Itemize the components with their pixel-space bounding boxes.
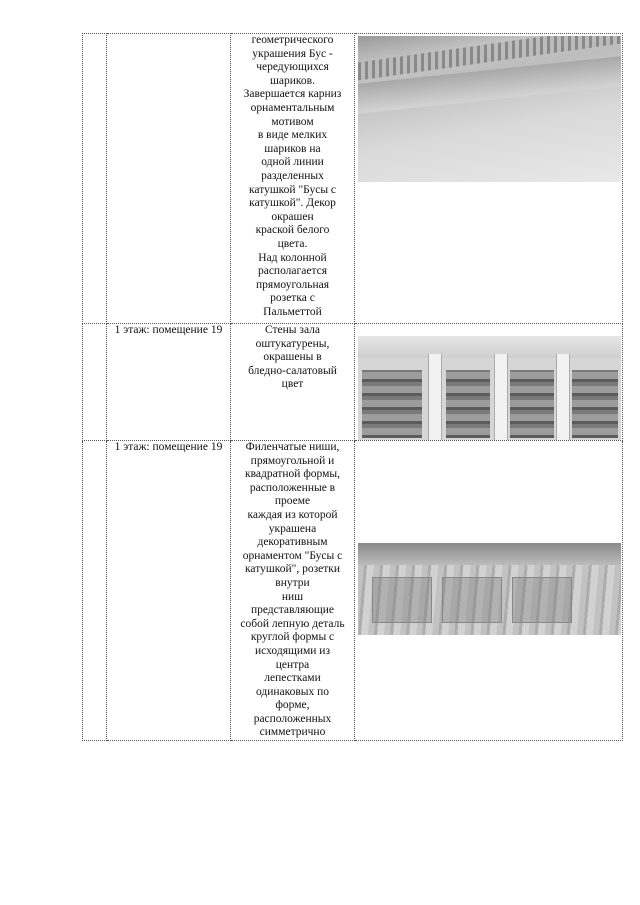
niche-panel [512,577,572,623]
description-cell [231,34,355,324]
niche-photo [358,543,621,635]
number-cell [83,324,107,441]
description-line: проеме [274,495,311,508]
bookshelf [362,370,422,438]
description-line: орнаментальным [250,101,335,114]
description-line: бледно-салатовый [248,364,337,377]
photo-cell [355,34,623,324]
description-line: мотивом [271,115,314,128]
description-line: каждая из которой [247,508,338,521]
description-line: собой лепную деталь [240,617,345,630]
location-cell: 1 этаж: помещение 19 [107,324,231,441]
description-line: цвет [281,378,304,391]
table-row [83,324,623,441]
table-row [83,34,623,324]
description-line: Завершается карниз [243,88,342,101]
description-cell [231,441,355,741]
description-line: Стены зала [265,324,320,336]
column [428,354,442,440]
description-line: украшения Бус - [252,47,333,60]
table-row [83,441,623,741]
description-line: прямоугольная [255,278,330,291]
photo-cell [355,324,623,441]
description-line: представляющие [250,604,335,617]
description-line: Пальметтой [263,305,322,318]
bookshelf [510,370,554,438]
description-line: одной линии [261,156,324,169]
description-line: круглой формы с [250,631,335,644]
description-line: лепестками [264,672,321,685]
description-line: внутри [275,576,310,589]
description-line: катушкой". Декор [249,197,336,210]
description-line: шариков на [264,142,321,155]
description-line: разделенных [261,169,324,182]
description-line: окрашен [271,210,314,223]
description-cell [231,324,355,441]
description-line: розетка с [270,292,315,305]
inspection-table [82,33,623,741]
description-line: орнаментом "Бусы с [242,549,343,562]
description-line: расположенных [253,712,332,725]
description-line: цвета. [277,237,308,250]
column [494,354,508,440]
column [556,354,570,440]
number-cell [83,441,107,741]
description-line: симметрично [259,726,326,739]
description-line: катушкой "Бусы с [248,183,337,196]
description-line: квадратной формы, [245,468,340,481]
description-line: чередующихся [256,61,329,74]
description-line: Над колонной [258,251,327,264]
description-line: оштукатурены, [255,337,330,350]
number-cell [83,34,107,324]
description-line: шариков. [270,74,315,87]
description-line: прямоугольной и [250,454,335,467]
description-line: украшена [268,522,317,535]
description-line: располагается [257,265,328,278]
description-line: окрашены в [263,351,322,364]
description-line: катушкой", розетки [245,563,340,576]
description-line: декоративным [257,536,328,549]
description-line: краской белого [255,224,330,237]
bookshelf [572,370,618,438]
niche-panel [442,577,502,623]
description-line: расположенные в [249,481,336,494]
hall-ceiling [358,336,621,358]
location-cell: 1 этаж: помещение 19 [107,441,231,741]
description-line: геометрического [251,34,334,46]
niche-ceiling [358,543,621,565]
description-line: форме, [275,699,310,712]
hall-photo [358,336,621,440]
cornice-photo [358,36,621,182]
description-line: центра [275,658,310,671]
niche-panel [372,577,432,623]
location-cell [107,34,231,324]
description-line: одинаковых по [255,685,330,698]
photo-cell [355,441,623,741]
bookshelf [446,370,490,438]
description-line: ниш [281,590,304,603]
description-line: исходящими из [255,644,330,657]
description-line: в виде мелких [257,129,328,142]
description-line: Филенчатые ниши, [245,441,340,453]
